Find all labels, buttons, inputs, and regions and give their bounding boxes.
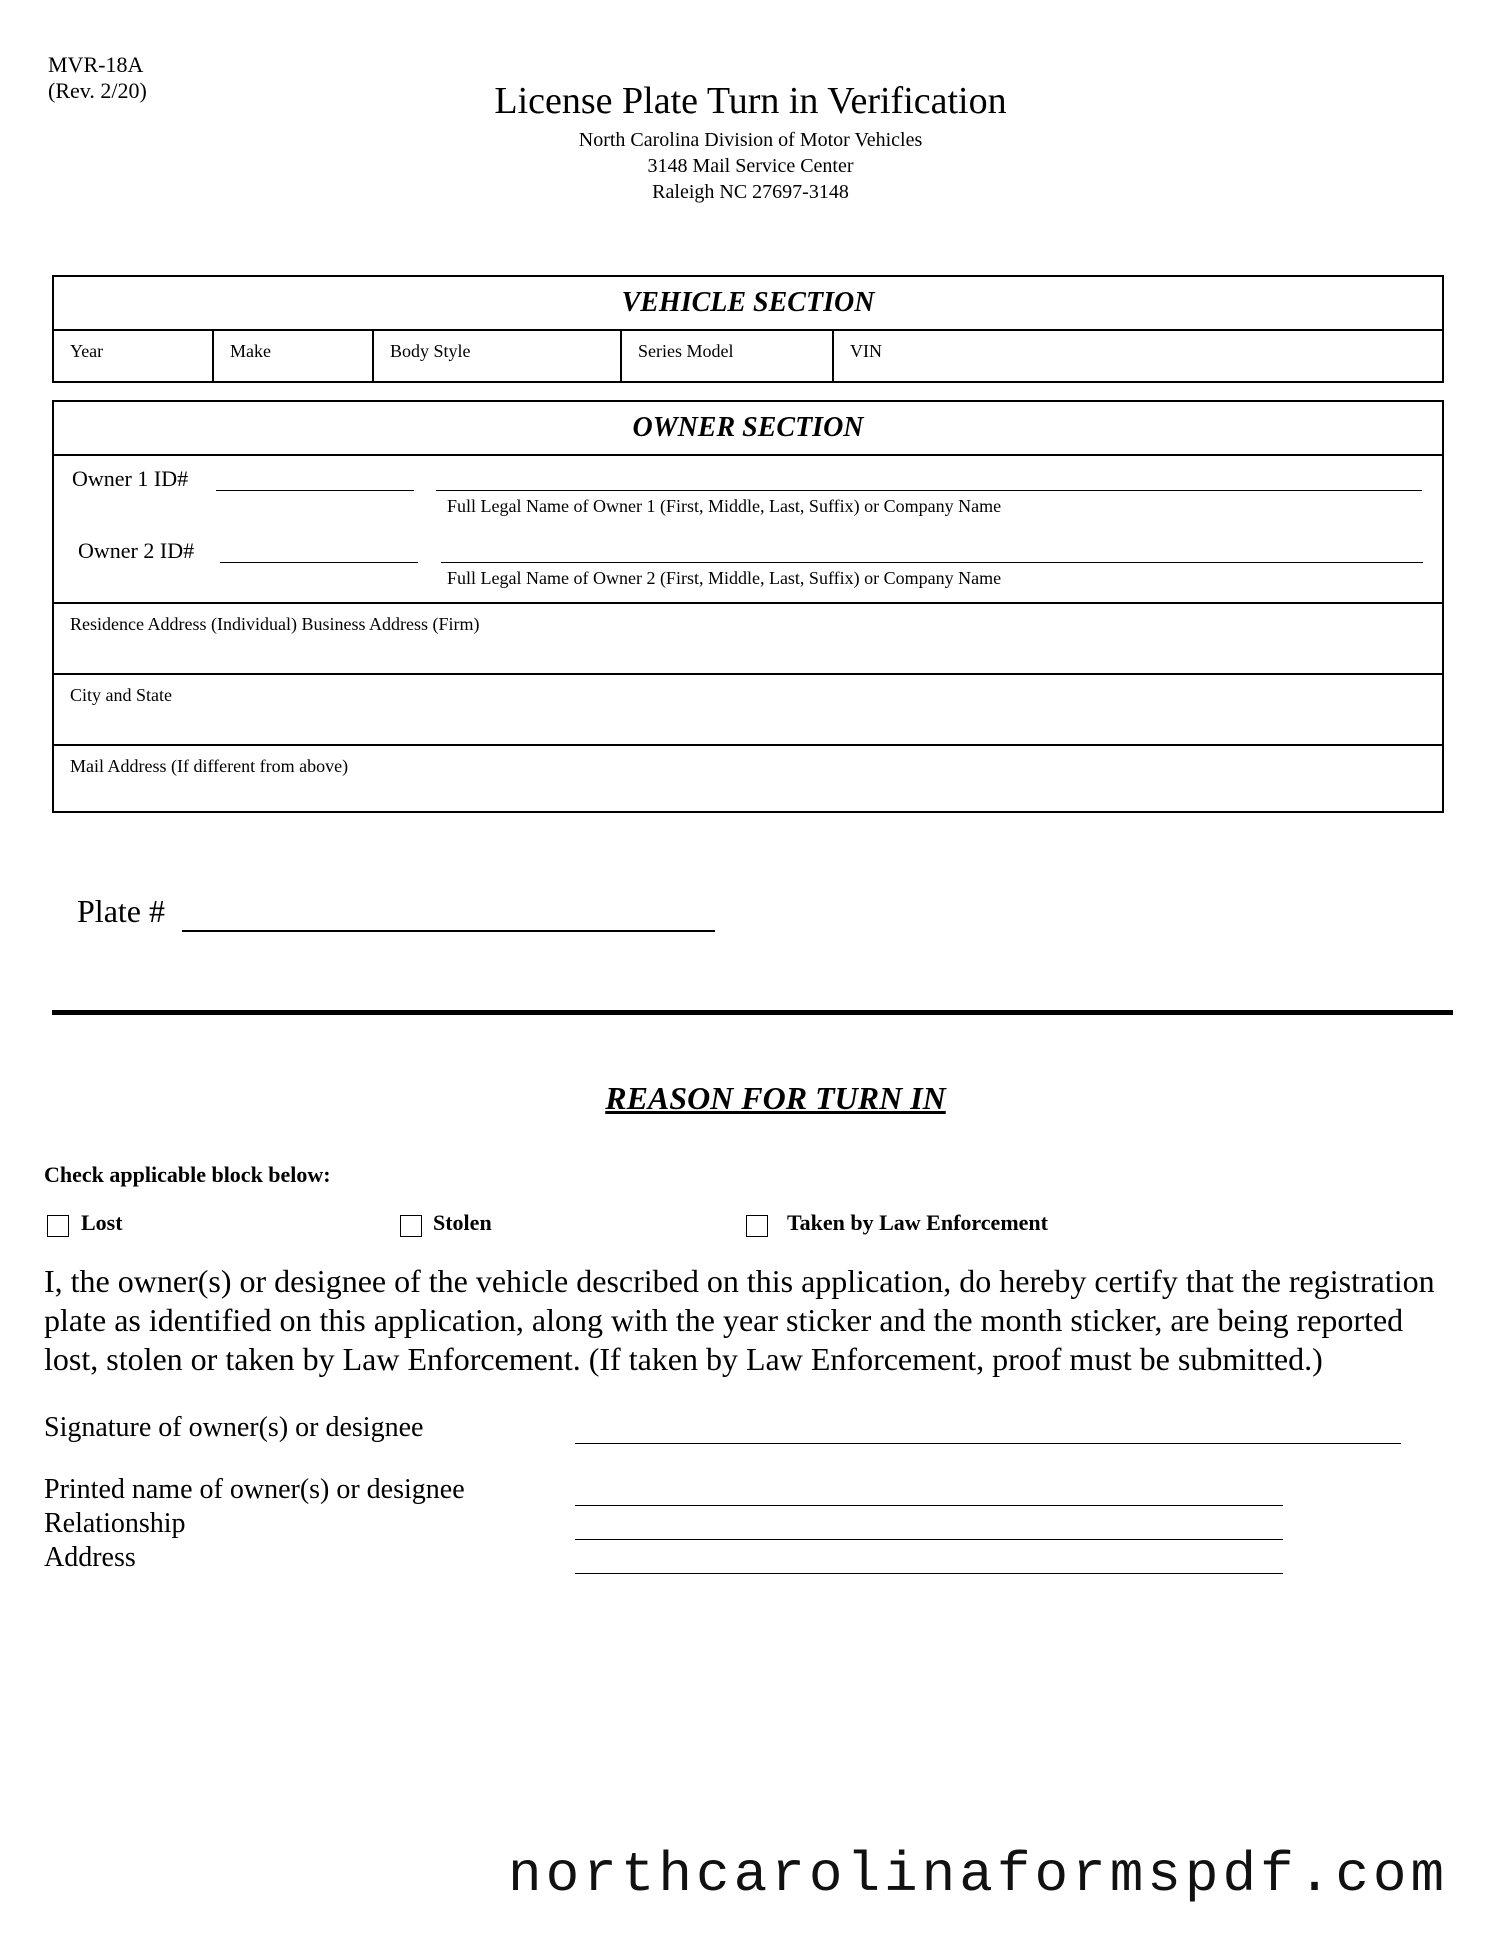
city-state-field[interactable]: City and State: [54, 675, 1442, 746]
address-label: Address: [44, 1542, 136, 1573]
plate-label: Plate #: [77, 893, 165, 929]
printed-name-label: Printed name of owner(s) or designee: [44, 1474, 465, 1505]
owner-ids-block: [54, 456, 1442, 604]
printed-name-field[interactable]: [575, 1505, 1283, 1506]
owner2-id-label: Owner 2 ID#: [78, 538, 195, 563]
agency-city: Raleigh NC 27697-3148: [652, 181, 849, 203]
make-field[interactable]: Make: [214, 331, 374, 383]
vehicle-section: [52, 275, 1444, 383]
form-code: MVR-18A: [48, 52, 144, 77]
relationship-field[interactable]: [575, 1539, 1283, 1540]
year-field[interactable]: Year: [54, 331, 214, 383]
vehicle-section-heading: VEHICLE SECTION: [54, 277, 1442, 331]
owner1-id-field[interactable]: [216, 490, 414, 491]
relationship-label: Relationship: [44, 1508, 186, 1539]
owner1-name-caption: Full Legal Name of Owner 1 (First, Middle, Last, Suffix) or Company Name: [447, 496, 1002, 516]
mail-address-field[interactable]: Mail Address (If different from above): [70, 756, 349, 776]
body-style-field[interactable]: Body Style: [374, 331, 622, 383]
stolen-label: Stolen: [433, 1210, 492, 1235]
law-enforcement-label: Taken by Law Enforcement: [787, 1210, 1048, 1235]
owner1-id-label: Owner 1 ID#: [72, 466, 189, 491]
plate-number-field[interactable]: [182, 930, 715, 932]
signature-field[interactable]: [575, 1443, 1401, 1444]
owner-section: [52, 400, 1444, 813]
owner2-id-field[interactable]: [220, 562, 418, 563]
series-model-field[interactable]: Series Model: [622, 331, 834, 383]
form-revision: (Rev. 2/20): [48, 78, 147, 103]
owner2-name-caption: Full Legal Name of Owner 2 (First, Middle, Last, Suffix) or Company Name: [447, 568, 1002, 588]
owner-section-heading: OWNER SECTION: [54, 402, 1442, 456]
owner1-name-field[interactable]: [436, 490, 1422, 491]
section-divider: [52, 1010, 1453, 1015]
check-instruction: Check applicable block below:: [44, 1162, 331, 1187]
reason-heading: REASON FOR TURN IN: [605, 1080, 946, 1116]
signature-label: Signature of owner(s) or designee: [44, 1412, 424, 1443]
law-enforcement-checkbox[interactable]: [746, 1215, 768, 1237]
address-field[interactable]: [575, 1573, 1283, 1574]
certification-statement: I, the owner(s) or designee of the vehicle described on this application, do hereby certify that the registration plate as identified on this application, along with the year sticker and the month sticker, are being reported lost, stolen or taken by Law Enforcement. (If taken by Law Enforcement, proof must be submitted.): [44, 1263, 1435, 1377]
page-title: License Plate Turn in Verification: [494, 80, 1007, 122]
stolen-checkbox[interactable]: [400, 1215, 422, 1237]
residence-address-field[interactable]: Residence Address (Individual) Business Address (Firm): [54, 604, 1442, 675]
lost-label: Lost: [81, 1210, 123, 1235]
agency-name: North Carolina Division of Motor Vehicles: [578, 129, 923, 151]
owner2-name-field[interactable]: [441, 562, 1423, 563]
vehicle-fields-row: [54, 331, 1442, 383]
mail-service-center: 3148 Mail Service Center: [647, 155, 854, 177]
vin-field[interactable]: VIN: [850, 341, 882, 361]
site-watermark: northcarolinaformspdf.com: [508, 1843, 1449, 1907]
lost-checkbox[interactable]: [47, 1215, 69, 1237]
